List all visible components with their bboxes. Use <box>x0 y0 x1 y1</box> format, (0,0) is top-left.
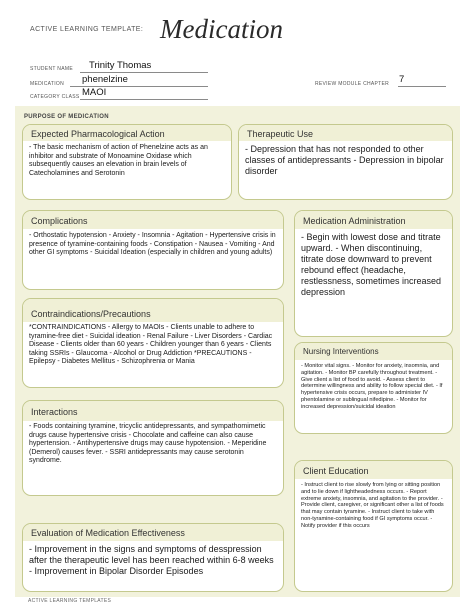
therapeutic-use-title: Therapeutic Use <box>239 125 452 141</box>
expected-action-text[interactable]: - The basic mechanism of action of Phenelzine acts as an inhibitor and substrate of Monoamine Oxidase which subsequently causes an elevation in brain levels of Catecholamines and Serotonin <box>29 144 208 177</box>
medication-administration-title: Medication Administration <box>295 211 452 229</box>
therapeutic-use-text[interactable]: - Depression that has not responded to other classes of antidepressants - Depression in bipolar disorder <box>245 144 444 176</box>
contraindications-text[interactable]: *CONTRAINDICATIONS - Allergy to MAOIs - Clients unable to adhere to tyramine-free diet - Suicidal ideation - Renal Failure - Liver Disorders - Cardiac Disease - Clients older than 60 years - Children younger than 6 years - Clients taking SSRIs - Glaucoma - Alcohol or Drug Addiction *PRECAUTIONS - Epilepsy - Diabetes Mellitus - Schizophrenia or Mania <box>29 324 273 366</box>
complications-text[interactable]: - Orthostatic hypotension - Anxiety - Insomnia - Agitation - Hypertensive crisis in presence of tyramine-containing foods - Constipation - Nausea - Vomiting - And other GI symptoms - Suicidal Ideation (especially in children and young adults) <box>29 232 276 257</box>
evaluation-card <box>22 523 284 592</box>
nursing-interventions-title: Nursing Interventions <box>295 343 452 360</box>
category-class-label: CATEGORY CLASS <box>30 94 80 100</box>
review-module-label: REVIEW MODULE CHAPTER <box>315 81 390 87</box>
interactions-title: Interactions <box>23 401 283 421</box>
client-education-title: Client Education <box>295 461 452 479</box>
footer-label: ACTIVE LEARNING TEMPLATES <box>28 598 112 604</box>
review-module-line <box>398 86 446 87</box>
category-class-value[interactable]: MAOI <box>82 87 107 98</box>
contraindications-card <box>22 298 284 388</box>
review-module-value[interactable]: 7 <box>399 74 405 85</box>
medication-administration-text[interactable]: - Begin with lowest dose and titrate upward. - When discontinuing, titrate dose downward to prevent rebound effect (headache, restlessness, sometimes increased depression <box>301 232 442 297</box>
therapeutic-use-card <box>238 124 453 200</box>
nursing-interventions-text[interactable]: - Monitor vital signs. - Monitor for anxiety, insomnia, and agitation. - Monitor BP carefully throughout treatment. - Give client a list of food to avoid. - Assess client to determine willingness and ability to follow special diet. - If hypertensive crisis occurs, prepare to administer IV phentolamine or sublingual nifedipine. - Monitor for increased depression/suicidal ideation <box>301 363 443 410</box>
evaluation-title: Evaluation of Medication Effectiveness <box>23 524 283 541</box>
evaluation-text[interactable]: - Improvement in the signs and symptoms of desspression after the therapeutic level has been reached within 6-8 weeks - Improvement in Bipolar Disorder Episodes <box>29 544 274 576</box>
nursing-interventions-card <box>294 342 453 434</box>
interactions-card <box>22 400 284 496</box>
complications-title: Complications <box>23 211 283 229</box>
category-class-line <box>80 99 208 100</box>
client-education-text[interactable]: - Instruct client to rise slowly from lying or sitting position and to lie down if lightheadedness occurs. - Report extreme anxiety, insomnia, and agitation to the provider. - Provide client, caregiver, or significant other a list of foods that may contain tyramine. - Instruct client to take with non-tyramine-containing food if GI symptoms occur. - Notify provider if this occurs <box>301 482 444 529</box>
interactions-text[interactable]: - Foods containing tyramine, tricyclic antidepressants, and sympathomimetic drugs cause hypertensive crisis - Chocolate and caffeine can also cause hypertension. - Antihypertensive drugs may cause hypotension. - Meperidine (Demerol) causes fever. - SSRI antidepressants may cause serotonin syndrome. <box>29 423 267 465</box>
student-name-label: STUDENT NAME <box>30 66 73 72</box>
medication-label: MEDICATION <box>30 81 65 87</box>
purpose-heading: PURPOSE OF MEDICATION <box>24 114 109 120</box>
complications-card <box>22 210 284 290</box>
medication-administration-card <box>294 210 453 337</box>
template-label: ACTIVE LEARNING TEMPLATE: <box>30 26 144 33</box>
page-title: Medication <box>160 14 283 44</box>
medication-value[interactable]: phenelzine <box>82 74 128 85</box>
student-name-line <box>80 72 208 73</box>
contraindications-title: Contraindications/Precautions <box>23 299 283 322</box>
expected-action-title: Expected Pharmacological Action <box>23 125 231 141</box>
expected-action-card <box>22 124 232 200</box>
student-name-value[interactable]: Trinity Thomas <box>89 60 152 71</box>
client-education-card <box>294 460 453 592</box>
